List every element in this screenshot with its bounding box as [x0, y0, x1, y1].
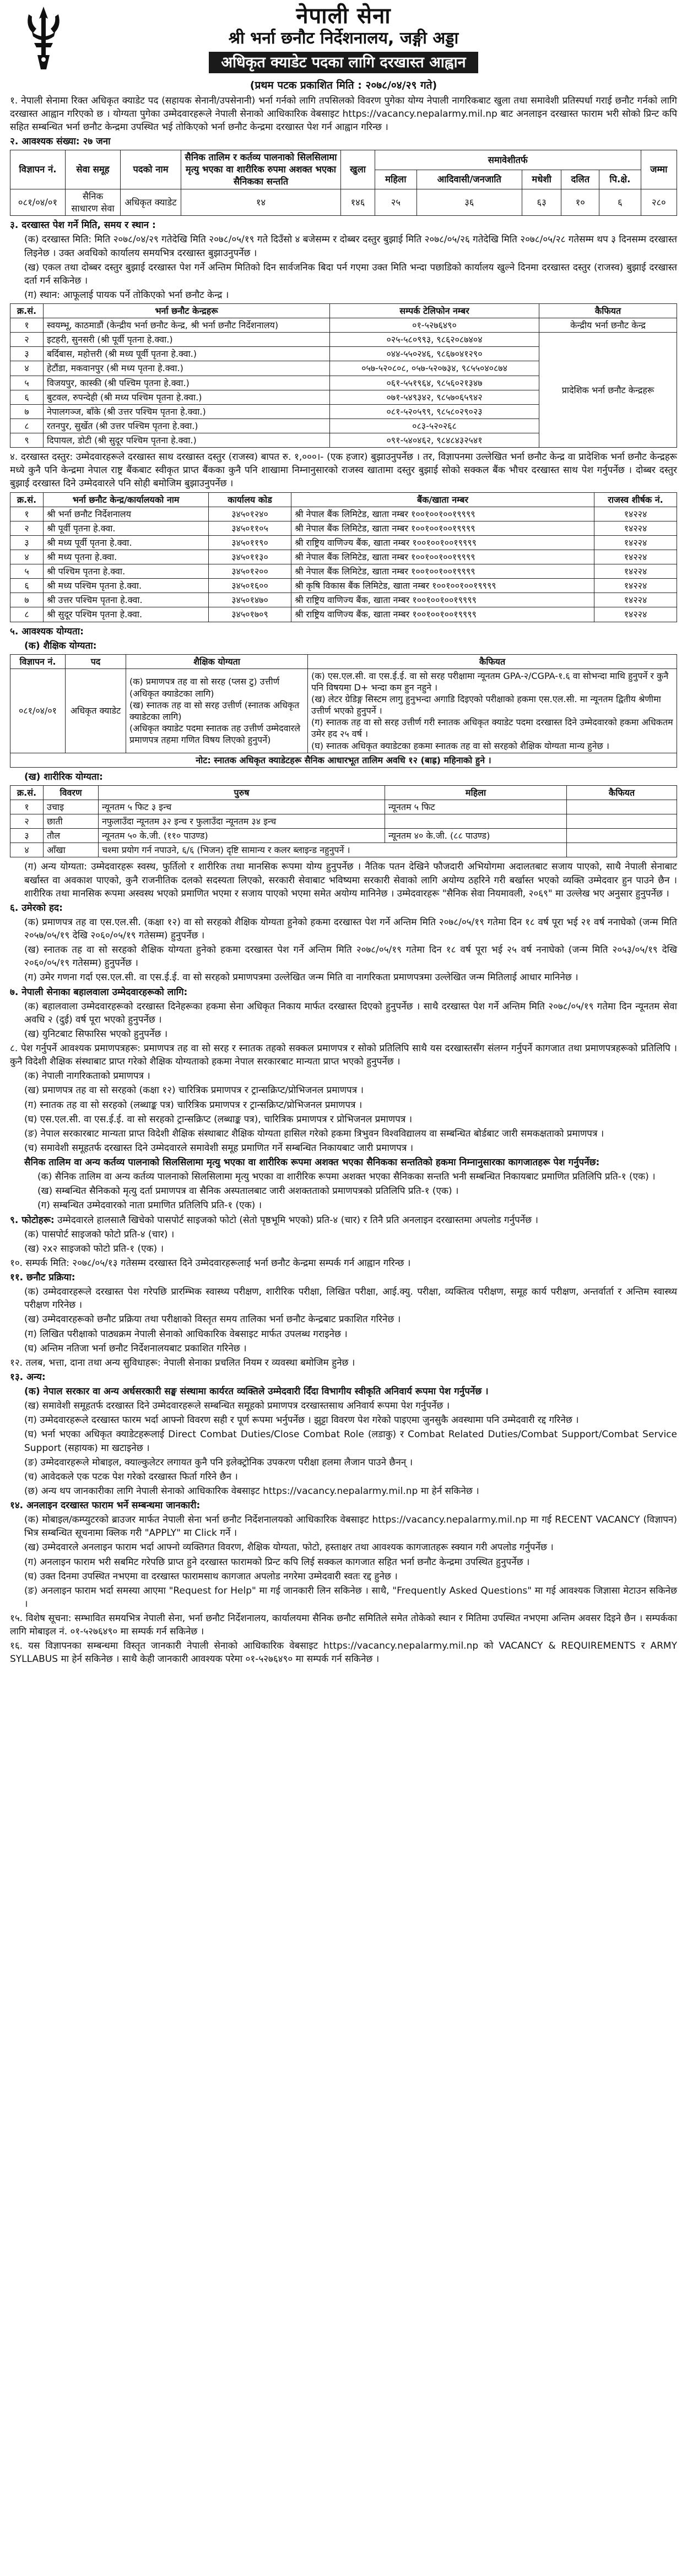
- notice-banner: अधिकृत क्याडेट पदका लागि दरखास्त आह्वान: [209, 52, 478, 73]
- remark-item: (ग) स्नातक तह वा सो सरह उत्तीर्ण गरी स्नातक अधिकृत क्याडेट पदमा दरखास्त दिने उम्मेदवारको हकमा अधिकतम उमेर हद २५ वर्ष ।: [311, 717, 673, 740]
- table-cell: ५: [10, 564, 44, 579]
- table-row: [10, 814, 677, 829]
- table-cell: ०४४-५५०२४६, ९८६७०४१२९०: [330, 347, 539, 361]
- table-cell: १४२२४: [594, 521, 677, 535]
- table-cell: ६: [10, 579, 44, 593]
- table-cell: श्री नेपाल बैंक लिमिटेड, खाता नम्बर १००१००१००१९९९९: [291, 507, 594, 521]
- section-11-heading: ११. छनौट प्रक्रिया:: [10, 1272, 75, 1284]
- table-cell: तौल: [44, 829, 99, 843]
- section-13-item: (च) आवेदकले एक पटक पेश गरेको दरखास्त फिर्ता गरिने छैन ।: [24, 1471, 238, 1482]
- table-row: [10, 550, 677, 564]
- table-cell: २: [10, 521, 44, 535]
- vacancy-table: [10, 150, 677, 216]
- table-row: [10, 607, 677, 622]
- edu-item: (अधिकृत क्याडेट पदमा स्नातक तह उत्तीर्ण उम्मेदवारले प्रमाणपत्र तहमा गणित विषय लिएको हुनुपर्ने): [129, 722, 301, 745]
- table-cell: [567, 800, 677, 814]
- edu-col-2: शैक्षिक योग्यता: [126, 654, 308, 669]
- table-cell: श्री मध्य पूर्वी पृतना हे.क्वा.: [44, 535, 209, 550]
- fee-col-0: क्र.सं.: [10, 492, 44, 507]
- table-cell: ६: [10, 390, 44, 404]
- section-5-c: (ग) अन्य योग्यता: उम्मेदवारहरू स्वस्थ, फुर्तिलो र शारीरिक तथा मानसिक रूपमा योग्य हुनुपर्नेछ । नैतिक पतन देखिने फौजदारी अभियोगमा अदालतबाट सजाय पाएको, साथै नेपाली सेनाबाट बर्खास्त वा अवकाश पाएको, कुनै राजनीतिक दलको सदस्यता लिएको, सरकारी सेवाबाट भविष्यमा सरकारी सेवाको लागि अयोग्य ठहरिने गरी बर्खास्त भएको व्यक्ति उम्मेदवार हुन पाउने छैन । शारीरिक तथा मानसिक रूपमा अस्वस्थ भएको प्रमाणित भएमा र सजाय पाएको भएमा समेत अयोग्य मानिनेछ । उम्मेदवारहरू "सैनिक सेवा नियमावली, २०६९" मा उल्लेख भए अनुसार हुनुपर्नेछ ।: [24, 861, 677, 899]
- table-cell: बुटवल, रुपन्देही (श्री मध्य पश्चिम पृतना हे.क्वा.): [44, 390, 330, 404]
- section-13-item: (ङ) उम्मेदवारहरूले मोबाइल, क्याल्कुलेटर लगायत कुनै पनि इलेक्ट्रोनिक उपकरण परीक्षा हलमा लैजान पाउने छैनन् ।: [24, 1457, 413, 1468]
- physical-table: [10, 785, 677, 858]
- section-13-item: (ग) उम्मेदवारहरूले दरखास्त फारम भर्दा आफ्नो विवरण सही र पूर्ण रूपमा भर्नुपर्नेछ । झुट्टा विवरण पेश गरेको पाइएमा जुनसुकै अवस्थामा पनि उम्मेदवारी रद्द गरिनेछ ।: [24, 1415, 579, 1426]
- section-9: [10, 1214, 677, 1227]
- table-cell: श्री नेपाल बैंक लिमिटेड, खाता नम्बर १००१००१००१९९९९: [291, 550, 594, 564]
- section-8-item: (ङ) नेपाल सरकारबाट मान्यता प्राप्त विदेशी शैक्षिक संस्थाबाट शैक्षिक योग्यता हासिल गरेको हकमा त्रिभुवन विश्वविद्यालय वा सम्बन्धित बोर्डबाट जारी समकक्षताको प्रमाणपत्र ।: [24, 1128, 604, 1139]
- table-cell: १४६: [341, 189, 375, 216]
- section-9-b: (ख) २x२ साइजको फोटो प्रति-१ (एक) ।: [24, 1243, 164, 1254]
- remark-item: (क) एस.एल.सी. वा एस.ई.ई. वा सो सरह परीक्षामा न्यूनतम GPA-२/CGPA-१.६ वा सोभन्दा माथि हुनुपर्ने र कुनै पनि विषयमा D+ भन्दा कम हुन नहुने ।: [311, 670, 669, 693]
- nepal-army-emblem: [18, 4, 69, 73]
- table-cell: ३४५०१७०९: [209, 607, 291, 622]
- table-cell: ३: [10, 535, 44, 550]
- section-12: १२. तलब, भत्ता, दाना तथा अन्य सुविधाहरू: नेपाली सेनाका प्रचलित नियम र व्यवस्था बमोजिम हुनेछ ।: [10, 1357, 355, 1368]
- section-2-heading: २. आवश्यक संख्या: २७ जना: [10, 136, 111, 148]
- education-table: [10, 654, 677, 768]
- section-5-heading: ५. आवश्यक योग्यता:: [10, 626, 84, 637]
- table-cell: न्यूनतम ५ फिट ३ इन्च: [99, 800, 385, 814]
- table-cell: ८: [10, 607, 44, 622]
- fee-col-1: भर्ना छनौट केन्द्र/कार्यालयको नाम: [44, 492, 209, 507]
- table-cell: श्री कृषि विकास बैंक लिमिटेड, खाता नम्बर १००१००१००१९९९९: [291, 579, 594, 593]
- fee-col-4: राजस्व शीर्षक नं.: [594, 492, 677, 507]
- section-9-a: (क) पासपोर्ट साइजको फोटो प्रति-४ (चार) ।: [24, 1229, 175, 1240]
- table-cell: ७: [10, 404, 44, 419]
- table-cell: ०६१-५५१९६४, ९८५६०२१३४७: [330, 376, 539, 390]
- table-cell: ३४५०११३०: [209, 550, 291, 564]
- table-cell: श्री राष्ट्रिय वाणिज्य बैंक, खाता नम्बर १००१००१००१९९९९: [291, 593, 594, 607]
- table-cell: आँखा: [44, 843, 99, 857]
- section-8-note: सैनिक तालिम वा अन्य कर्तव्य पालनाको सिलसिलामा मृत्यु भएका वा शारीरिक रूपमा अशक्त भएका सैनिकका सन्ततिको हकमा निम्नानुसारका कागजातहरू पेश गर्नुपर्नेछ:: [24, 1157, 600, 1169]
- table-cell: [385, 814, 567, 829]
- table-cell: इटहरी, सुनसरी (श्री पूर्वी पृतना हे.क्वा.): [44, 333, 330, 347]
- section-13-item: (ख) समावेशी समूहतर्फ दरखास्त दिने उम्मेदवारहरूले सम्बन्धित समूहको प्रमाणपत्र दरखास्तसाथ अनिवार्य रूपमा पेश गर्नुपर्नेछ ।: [24, 1400, 450, 1412]
- table-cell: ०८३-५२०२६८: [330, 419, 539, 433]
- section-6-a: (क) प्रमाणपत्र तह वा एस.एल.सी. (कक्षा १२) वा सो सरहको शैक्षिक योग्यता हुनेको हकमा दरखास्त पेश गर्ने अन्तिम मिति २०७८/०५/१९ गतेमा दिन १८ वर्ष पूरा भई २१ वर्ष ननाघेको (जन्म मिति २०५७/०५/१९ देखि २०६०/०५/१९ गतेसम्म) हुनुपर्नेछ ।: [24, 916, 677, 942]
- centers-col-0: क्र.सं.: [10, 304, 44, 318]
- centers-col-2: सम्पर्क टेलिफोन नम्बर: [330, 304, 539, 318]
- table-cell: ८: [10, 419, 44, 433]
- table-row: [10, 507, 677, 521]
- section-8-item: (घ) एस.एल.सी. वा एस.ई.ई. वा सो सरहको ट्रान्सक्रिप्ट (लब्धाङ्क पत्र), चारित्रिक प्रमाणपत्र र प्रोभिजनल प्रमाणपत्र ।: [24, 1113, 413, 1125]
- table-cell: श्री मध्य पश्चिम पृतना हे.क्वा.: [44, 579, 209, 593]
- table-cell: सैनिक साधारण सेवा: [66, 189, 121, 216]
- table-cell: १४२२४: [594, 607, 677, 622]
- section-13-item: (क) नेपाल सरकार वा अन्य अर्धसरकारी सङ्घ संस्थामा कार्यरत व्यक्तिले उम्मेदवारी दिँदा विभागीय स्वीकृति अनिवार्य रूपमा पेश गर्नुपर्नेछ ।: [24, 1386, 489, 1398]
- section-11-item: (ख) उम्मेदवारहरूको छनौट प्रक्रिया तथा परीक्षाको विस्तृत समय तालिका भर्ना छनौट केन्द्रबाट प्रकाशित गरिनेछ ।: [24, 1314, 401, 1325]
- table-cell: १: [10, 318, 44, 333]
- table-cell: हेटौंडा, मकवानपुर (श्री मध्य पृतना हे.क्वा.): [44, 361, 330, 376]
- table-cell: श्री राष्ट्रिय वाणिज्य बैंक, खाता नम्बर १००१००१००१९९९९: [291, 607, 594, 622]
- table-cell: ३: [10, 347, 44, 361]
- section-5-a-heading: (क) शैक्षिक योग्यता:: [24, 640, 97, 651]
- table-cell: २८०: [641, 189, 677, 216]
- phys-col-3: महिला: [385, 785, 567, 800]
- table-row: [10, 521, 677, 535]
- table-cell: ४: [10, 550, 44, 564]
- table-cell: ०१-५२७६४९०: [330, 318, 539, 333]
- table-cell: ४: [10, 843, 44, 857]
- edu-item: (क) प्रमाणपत्र तह वा सो सरह (प्लस टु) उत्तीर्ण (अधिकृत क्याडेटका लागि): [129, 676, 280, 699]
- section-11-item: (क) उम्मेदवारहरूले दरखास्त पेश गरेपछि प्रारम्भिक स्वास्थ्य परीक्षण, शारीरिक परीक्षा, लिखित परीक्षा, आई.क्यु. परीक्षा, व्यक्तित्व परीक्षण, समूह कार्य परीक्षण, अन्तर्वार्ता र अन्तिम स्वास्थ्य परीक्षण गरिनेछ ।: [24, 1286, 677, 1311]
- table-cell: ०७१-५४९३४२, ९८५७०६५९४२: [330, 390, 539, 404]
- table-cell: २५: [375, 189, 416, 216]
- edu-col-3: कैफियत: [308, 654, 677, 669]
- table-cell: ०९१-५४०४६२, ९८४८४३२५४१: [330, 433, 539, 448]
- section-5-b-heading: (ख) शारीरिक योग्यता:: [24, 771, 103, 782]
- section-13-heading: १३. अन्य:: [10, 1371, 46, 1383]
- table-cell: ३४५०१२४०: [209, 507, 291, 521]
- table-cell: ३६: [416, 189, 522, 216]
- table-cell: रतनपुर, सुर्खेत (श्री उत्तर पश्चिम पृतना हे.क्वा.): [44, 419, 330, 433]
- table-cell: १४२२४: [594, 507, 677, 521]
- table-cell: श्री सुदूर पश्चिम पृतना हे.क्वा.: [44, 607, 209, 622]
- table-cell: छाती: [44, 814, 99, 829]
- vac-col-8: दलित: [561, 170, 599, 189]
- vac-col-1: सेवा समूह: [66, 150, 121, 189]
- table-cell: ०२५-५८०९९३, ९८६२०८७४०४: [330, 333, 539, 347]
- table-cell: नेपालगञ्ज, बाँके (श्री उत्तर पश्चिम पृतना हे.क्वा.): [44, 404, 330, 419]
- table-cell: श्री उत्तर पश्चिम पृतना हे.क्वा.: [44, 593, 209, 607]
- section-6-c: (ग) उमेर गणना गर्दा एस.एल.सी. वा एस.ई.ई. वा सो सरहको प्रमाणपत्रमा उल्लेखित जन्म मिति वा नागरिकता प्रमाणपत्रमा उल्लेखित जन्म मितिलाई आधार मानिनेछ ।: [24, 972, 578, 983]
- section-9-heading: ९. फोटोहरू:: [10, 1214, 55, 1226]
- table-cell: उचाइ: [44, 800, 99, 814]
- table-cell: श्री मध्य पृतना हे.क्वा.: [44, 550, 209, 564]
- table-cell: अधिकृत क्याडेट: [121, 189, 181, 216]
- vac-group-header: समावेशीतर्फ: [375, 150, 641, 170]
- table-row: [10, 564, 677, 579]
- table-cell: विजयपुर, कास्की (श्री पश्चिम पृतना हे.क्वा.): [44, 376, 330, 390]
- section-14-item: (ग) अनलाइन फाराम भरी सबमिट गरेपछि प्राप्त हुने दरखास्त फारामको प्रिन्ट कपि लिई सक्कल कागजात सहित भर्ना छनौट केन्द्रमा उपस्थित हुनुपर्नेछ ।: [24, 1556, 530, 1568]
- table-cell: ९: [10, 433, 44, 448]
- intro-paragraph: १. नेपाली सेनामा रिक्त अधिकृत क्याडेट पद (सहायक सेनानी/उपसेनानी) भर्ना गर्नको लागि तपसिलको विवरण पुगेका योग्य नेपाली नागरिकबाट खुला तथा समावेशी प्रतिस्पर्धा गराई छनौट गर्नको लागि दरखास्त आह्वान गरिएको छ । योग्यता पुगेका उम्मेदवारहरूले नेपाली सेनाको आधिकारिक वेबसाइट https://vacancy.nepalarmy.mil.np बाट अनलाइन दरखास्त फाराम भरी सोको प्रिन्ट कपि सहित सम्बन्धित भर्ना छनौट केन्द्रमा उपस्थित भई तोकिएको भर्ना छनौट केन्द्रमा दरखास्त पेश गर्न आह्वान गरिन्छ ।: [10, 95, 677, 133]
- section-14-item: (ङ) अनलाइन फाराम भर्दा समस्या आएमा "Request for Help" मा गई जानकारी लिन सकिनेछ । साथै, "Frequently Asked Questions" मा गई आवश्यक जिज्ञासा मेटाउन सकिनेछ ।: [24, 1585, 677, 1610]
- table-cell: ३४५०१४७०: [209, 593, 291, 607]
- table-cell: न्यूनतम ५० के.जी. (११० पाउण्ड): [99, 829, 385, 843]
- section-10: १०. सम्पर्क मिति: २०७८/०५/१३ गतेसम्म दरखास्त दिने उम्मेदवारहरूलाई भर्ना छनौट केन्द्रमा सम्पर्क गर्न आह्वान गरिन्छ ।: [10, 1257, 411, 1269]
- table-cell: १४२२४: [594, 564, 677, 579]
- section-9-text: उम्मेदवारले हालसालै खिचेको पासपोर्ट साइजको फोटो (सेतो पृष्ठभूमि भएको) प्रति-४ (चार) र तिनै प्रति अनलाइन दरखास्तमा अपलोड गर्नुपर्नेछ ।: [57, 1214, 538, 1226]
- table-cell: श्री पूर्वी पृतना हे.क्वा.: [44, 521, 209, 535]
- edu-item: (ख) स्नातक तह वा सो सरह उत्तीर्ण (स्नातक अधिकृत क्याडेटका लागि): [129, 699, 300, 722]
- table-cell: १४२२४: [594, 550, 677, 564]
- table-cell: श्री भर्ना छनौट निर्देशनालय: [44, 507, 209, 521]
- table-cell: श्री राष्ट्रिय वाणिज्य बैंक, खाता नम्बर १००१००१००१९९९९: [291, 535, 594, 550]
- table-row: [10, 579, 677, 593]
- table-cell: ०८१/०४/०१: [10, 669, 66, 753]
- vac-col-6: आदिवासी/जनजाति: [416, 170, 522, 189]
- section-13-item: (घ) भर्ना भएका अधिकृत क्याडेटहरूलाई Direct Combat Duties/Close Combat Role (लडाकु) र Combat Related Duties/Combat Support/Combat Service Support (सहायक) मा खटाइनेछ ।: [24, 1429, 677, 1454]
- table-cell: केन्द्रीय भर्ना छनौट केन्द्र: [539, 318, 677, 333]
- edu-col-1: पद: [66, 654, 126, 669]
- table-cell: १४२२४: [594, 535, 677, 550]
- table-cell: ०८१/०४/०१: [10, 189, 66, 216]
- phys-col-2: पुरुष: [99, 785, 385, 800]
- table-row: [10, 535, 677, 550]
- table-cell: ०८१-५२०५९९, ९८५८०२९०२३: [330, 404, 539, 419]
- vac-col-5: महिला: [375, 170, 416, 189]
- table-cell: नफुलाउँदा न्यूनतम ३२ इन्च र फुलाउँदा न्यूनतम ३४ इन्च: [99, 814, 385, 829]
- table-row: [10, 333, 677, 347]
- vac-col-4: खुला: [341, 150, 375, 189]
- table-cell: [567, 829, 677, 843]
- edu-note: नोट: स्नातक अधिकृत क्याडेटहरू सैनिक आधारभूत तालिम अवधि १२ (बाह्र) महिनाको हुने ।: [10, 753, 677, 767]
- table-cell: २: [10, 814, 44, 829]
- table-row: [10, 843, 677, 857]
- table-row: [10, 189, 677, 216]
- section-3-c: (ग) स्थान: आफूलाई पायक पर्ने तोकिएको भर्ना छनौट केन्द्र ।: [24, 289, 229, 301]
- section-7-a: (क) बहालवाला उम्मेदवारहरूको दरखास्त दिनेहरूका हकमा सेना अधिकृत निकाय मार्फत दरखास्त दिएको हुनुपर्नेछ । साथै दरखास्त पेश गर्ने अन्तिम मिति २०७८/०५/१९ गतेमा दिन न्यूनतम सेवा अवधि २ (दुई) वर्ष पूरा भएको हुनुपर्नेछ ।: [24, 1001, 677, 1025]
- table-cell: १४२२४: [594, 579, 677, 593]
- section-7-heading: ७. नेपाली सेनाका बहालवाला उम्मेदवारहरूको लागि:: [10, 986, 188, 998]
- table-row: [10, 593, 677, 607]
- section-16: १६. यस विज्ञापनका सम्बन्धमा विस्तृत जानकारी नेपाली सेनाको आधिकारिक वेबसाइट https://vacancy.nepalarmy.mil.np को VACANCY & REQUIREMENTS र ARMY SYLLABUS मा हेर्न सकिनेछ । साथै केही जानकारी आवश्यक परेमा ०१-५२७६४९० मा सम्पर्क गर्न सकिनेछ ।: [10, 1640, 677, 1665]
- table-cell: श्री पश्चिम पृतना हे.क्वा.: [44, 564, 209, 579]
- table-cell: ३४५०११०५: [209, 521, 291, 535]
- section-6-heading: ६. उमेरको हद:: [10, 902, 63, 914]
- section-8-item: (क) नेपाली नागरिकताको प्रमाणपत्र ।: [24, 1070, 150, 1082]
- section-8-note-item: (क) सैनिक तालिम वा अन्य कर्तव्य पालनाको सिलसिलामा मृत्यु भएका वा शारीरिक रूपमा अशक्त भएका सैनिकका सन्तति भनी सम्बन्धित निकायबाट प्रमाणित प्रतिलिपि प्रति-१ (एक) ।: [37, 1171, 656, 1183]
- section-8-heading: ८. पेश गर्नुपर्ने आवश्यक प्रमाणपत्रहरू: प्रमाणपत्र तह वा सो सरह र स्नातक तहको सक्कल प्रमाणपत्र र सोको प्रतिलिपि साथै यस दरखास्तसँग संलग्न गर्नुपर्ने कागजात तथा प्रमाणपत्रहरूको प्रतिलिपि । कुनै विदेशी शैक्षिक संस्थाबाट प्राप्त गरेको शैक्षिक योग्यताको हकमा नेपाल सरकारबाट मान्यता प्राप्त भएको हुनुपर्नेछ ।: [10, 1043, 677, 1068]
- vac-col-7: मधेशी: [522, 170, 561, 189]
- table-cell: अधिकृत क्याडेट: [66, 669, 126, 753]
- section-15: १५. विशेष सूचना: सम्भावित समयभित्र नेपाली सेना, भर्ना छनौट निर्देशनालय, कार्यालयमा सैनिक छनौट समितिले समेत तोकेको स्थान र मितिमा उपस्थित नभएमा अन्तिम अवसर दिइने छैन । सम्पर्कका लागि मोबाइल नं. ०१-५२७६४९० मा सम्पर्क गर्न सकिनेछ ।: [10, 1613, 677, 1638]
- table-cell: ०५७-५२०८०८, ०५७-५२०७३४, ९८५५०४०८७४: [330, 361, 539, 376]
- table-row: [10, 800, 677, 814]
- section-13-item: (छ) अन्य थप जानकारीका लागि नेपाली सेनाको आधिकारिक वेबसाइट https://vacancy.nepalarmy.mil.np मा हेर्न सकिनेछ ।: [24, 1485, 479, 1497]
- table-cell: १४२२४: [594, 593, 677, 607]
- centers-table: [10, 303, 677, 448]
- section-8-note-item: (ख) सम्बन्धित सैनिकको मृत्यु दर्ता प्रमाणपत्र वा सैनिक अस्पतालबाट जारी अशक्तताको प्रमाणपत्रको प्रतिलिपि प्रति-१ (एक) ।: [37, 1186, 459, 1197]
- table-row: [10, 318, 677, 333]
- section-8-note-item: (ग) सम्बन्धित उम्मेदवारको नाता प्रमाणित प्रतिलिपि प्रति-१ (एक) ।: [37, 1200, 262, 1211]
- section-14-item: (घ) उक्त दिनमा उपस्थित नभएमा वा दरखास्त फारामसाथ कागजात अपलोड नगरेमा उम्मेदवारी स्वतः रद्द हुनेछ ।: [24, 1570, 398, 1582]
- table-cell: प्रादेशिक भर्ना छनौट केन्द्रहरू: [539, 333, 677, 448]
- section-14-heading: १४. अनलाइन दरखास्त फाराम भर्ने सम्बन्धमा जानकारी:: [10, 1500, 201, 1512]
- table-cell: श्री नेपाल बैंक लिमिटेड, खाता नम्बर १००१००१००१९९९९: [291, 521, 594, 535]
- table-cell: १: [10, 507, 44, 521]
- fee-col-3: बैंक/खाता नम्बर: [291, 492, 594, 507]
- table-cell: १: [10, 800, 44, 814]
- table-cell: चश्मा प्रयोग गर्न नपाउने, ६/६ (भिजन) दृष्टि सामान्य र कलर ब्लाइन्ड नहुनुपर्ने ।: [99, 843, 567, 857]
- office-title: श्री भर्ना छनौट निर्देशनालय, जङ्गी अड्डा: [228, 29, 459, 48]
- table-cell: [308, 669, 677, 753]
- section-4-text: ४. दरखास्त दस्तुर: उम्मेदवारहरूले दरखास्त साथ दरखास्त दस्तुर (राजस्व) बापत रु. १,०००।- (एक हजार) बुझाउनुपर्नेछ । तर, विज्ञापनमा उल्लेखित भर्ना छनौट केन्द्र वा प्रादेशिक भर्ना छनौट केन्द्रहरू मध्ये कुनै पनि केन्द्रमा नेपाल राष्ट्र बैंकबाट स्वीकृत प्राप्त बैंकका कुनै पनि शाखामा निम्नानुसारको राजस्व खातामा दस्तुर बुझाई सोको सक्कल बैंक भौचर दरखास्त साथ पेश गर्नुपर्नेछ । दोब्बर दस्तुर बुझाई दरखास्त दिने उम्मेदवारले पनि सोही बमोजिम बुझाउनुपर्नेछ ।: [10, 452, 677, 490]
- vac-col-2: पदको नाम: [121, 150, 181, 189]
- vac-col-0: विज्ञापन नं.: [10, 150, 66, 189]
- table-cell: ६३: [522, 189, 561, 216]
- remark-item: (ख) लेटर ग्रेडिङ्ग सिस्टम लागु हुनुभन्दा अगाडि दिइएको परीक्षाको हकमा एस.एल.सी. मा न्यूनतम द्वितीय श्रेणीमा उत्तीर्ण भएको हुनुपर्ने ।: [311, 694, 661, 716]
- section-6-b: (ख) स्नातक तह वा सो सरहको शैक्षिक योग्यता हुनेको हकमा दरखास्त पेश गर्ने अन्तिम मिति २०७८/०५/१९ गतेमा दिन १८ वर्ष पूरा भई २५ वर्ष ननाघेको (जन्म मिति २०५३/०५/१९ देखि २०६०/०५/१९ गतेसम्म) हुनुपर्नेछ ।: [24, 944, 677, 969]
- table-cell: ३: [10, 829, 44, 843]
- table-cell: ५: [10, 376, 44, 390]
- section-11-item: (घ) अन्तिम नतिजा भर्ना छनौट निर्देशनालयबाट प्रकाशित गरिनेछ ।: [24, 1343, 247, 1354]
- table-cell: स्वयम्भू, काठमाडौं (केन्द्रीय भर्ना छनौट केन्द्र, श्री भर्ना छनौट निर्देशनालय): [44, 318, 330, 333]
- table-cell: ३४५०१२००: [209, 564, 291, 579]
- table-cell: [567, 814, 677, 829]
- section-8-item: (ग) स्नातक तह वा सो सरहको (लब्धाङ्क पत्र) चारित्रिक प्रमाणपत्र र ट्रान्सक्रिप्ट/प्रोभिजनल प्रमाणपत्र ।: [24, 1099, 363, 1111]
- section-8-item: (च) समावेशी समूहतर्फ दरखास्त दिने उम्मेदवारले समावेशी समूह प्रमाणित गर्ने सम्बन्धित निकायबाट जारी प्रमाणपत्र ।: [24, 1142, 414, 1154]
- table-cell: [567, 843, 677, 857]
- section-7-b: (ख) युनिटबाट सिफारिस भएको हुनुपर्नेछ ।: [24, 1028, 168, 1040]
- table-cell: ७: [10, 593, 44, 607]
- table-cell: ६: [599, 189, 641, 216]
- centers-col-3: कैफियत: [539, 304, 677, 318]
- section-8-item: (ख) प्रमाणपत्र तह वा सो सरहको (कक्षा १२) चारित्रिक प्रमाणपत्र र ट्रान्सक्रिप्ट/प्रोभिजनल प्रमाणपत्र ।: [24, 1085, 364, 1096]
- table-cell: १०: [561, 189, 599, 216]
- table-cell: १४: [181, 189, 341, 216]
- published-date: (प्रथम पटक प्रकाशित मिति : २०७८/०४/२९ गते): [250, 79, 437, 91]
- table-cell: न्यूनतम ४० के.जी. (८८ पाउण्ड): [385, 829, 567, 843]
- section-14-item: (ख) उम्मेदवारले अनलाइन फाराम भर्दा आफ्नो व्यक्तिगत विवरण, शैक्षिक योग्यता, फोटो, हस्ताक्षर तथा आवश्यक कागजातहरू स्क्यान गरी अपलोड गर्नुपर्नेछ ।: [24, 1542, 554, 1553]
- table-cell: न्यूनतम ५ फिट: [385, 800, 567, 814]
- table-cell: ३४५०११९०: [209, 535, 291, 550]
- vac-col-3: सैनिक तालिम र कर्तव्य पालनाको सिलसिलामा मृत्यु भएका वा शारीरिक रुपमा अशक्त भएका सैनिकका सन्तति: [181, 150, 341, 189]
- table-cell: [126, 669, 308, 753]
- vac-col-10: जम्मा: [641, 150, 677, 189]
- vac-col-9: पि.क्षे.: [599, 170, 641, 189]
- table-row: [10, 753, 677, 767]
- phys-col-0: क्र.सं.: [10, 785, 44, 800]
- remark-item: (घ) स्नातक अधिकृत क्याडेटका हकमा स्नातक तह वा सो सरहको शैक्षिक योग्यता मान्य हुनेछ ।: [311, 740, 609, 751]
- fee-col-2: कार्यालय कोड: [209, 492, 291, 507]
- table-row: [10, 669, 677, 753]
- section-14-item: (क) मोबाइल/कम्प्युटरको ब्राउजर मार्फत नेपाली सेना भर्ना छनौट निर्देशनालयको आधिकारिक वेबसाइट https://vacancy.nepalarmy.mil.np मा गई RECENT VACANCY (विज्ञापन) भित्र सम्बन्धित सूचनामा क्लिक गरी "APPLY" मा Click गर्ने ।: [24, 1514, 677, 1539]
- notice-header: [10, 3, 677, 76]
- table-cell: ३४५०१६००: [209, 579, 291, 593]
- table-cell: दिपायल, डोटी (श्री सुदूर पश्चिम पृतना हे.क्वा.): [44, 433, 330, 448]
- section-11-item: (ग) लिखित परीक्षाको पाठ्यक्रम नेपाली सेनाको आधिकारिक वेबसाइट मार्फत उपलब्ध गराइनेछ ।: [24, 1328, 348, 1340]
- section-3-a: (क) दरखास्त मिति: मिति २०७८/०४/२९ गतेदेखि मिति २०७८/०५/१९ गते दिउँसो ४ बजेसम्म र दोब्बर दस्तुर बुझाई मिति २०७८/०५/२६ गतेदेखि मिति २०७८/०५/२८ गतेसम्म थप ३ दिनसम्म दरखास्त लिइनेछ । उक्त अवधिको कार्यालय समयभित्र दरखास्त बुझाउनुपर्नेछ ।: [24, 234, 677, 259]
- edu-col-0: विज्ञापन नं.: [10, 654, 66, 669]
- table-cell: २: [10, 333, 44, 347]
- fee-table: [10, 492, 677, 622]
- section-3-heading: ३. दरखास्त पेश गर्ने मिति, समय र स्थान :: [10, 220, 156, 231]
- table-row: [10, 829, 677, 843]
- centers-col-1: भर्ना छनौट केन्द्रहरू: [44, 304, 330, 318]
- org-title: नेपाली सेना: [296, 3, 391, 29]
- phys-col-4: कैफियत: [567, 785, 677, 800]
- phys-col-1: विवरण: [44, 785, 99, 800]
- table-cell: ४: [10, 361, 44, 376]
- table-cell: श्री नेपाल बैंक लिमिटेड, खाता नम्बर १००१००१००१९९९९: [291, 564, 594, 579]
- section-3-b: (ख) एकल तथा दोब्बर दस्तुर बुझाई दरखास्त पेश गर्ने अन्तिम मितिको दिन सार्वजनिक बिदा पर्न गएमा उक्त मिति भन्दा पछाडिको कार्यालय खुल्ने दिनमा दरखास्त दस्तुर (राजस्व) बुझाई दरखास्त दर्ता गर्न सकिनेछ ।: [24, 262, 677, 286]
- table-cell: बर्दिबास, महोत्तरी (श्री मध्य पूर्वी पृतना हे.क्वा.): [44, 347, 330, 361]
